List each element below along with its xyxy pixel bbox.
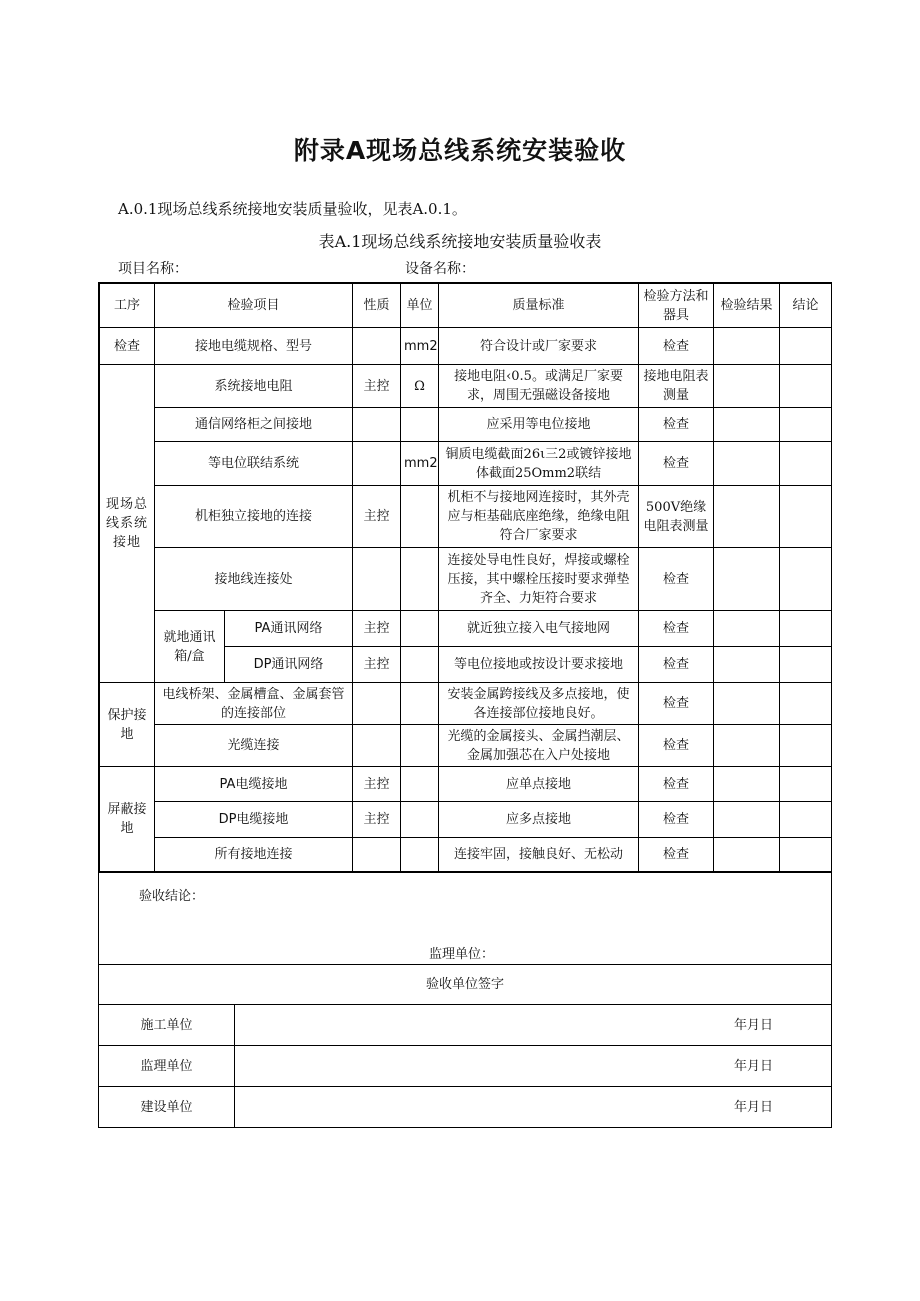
method-cell: 检查 (639, 683, 714, 725)
table-row (100, 442, 832, 486)
sign-row-owner[interactable] (99, 1086, 831, 1128)
unit-cell (401, 725, 439, 767)
sign-header: 验收单位签字 (99, 964, 831, 1005)
unit-cell (401, 647, 439, 683)
table-row (100, 802, 832, 838)
standard-cell: 连接牢固，接触良好、无松动 (439, 838, 639, 872)
group-shield-label: 屏蔽接地 (100, 767, 155, 872)
table-row (100, 683, 832, 725)
standard-cell: 就近独立接入电气接地网 (439, 611, 639, 647)
result-cell[interactable] (714, 408, 780, 442)
item-cell: PA电缆接地 (155, 767, 353, 802)
item-cell: 所有接地连接 (155, 838, 353, 872)
standard-cell: 应采用等电位接地 (439, 408, 639, 442)
standard-cell: 连接处导电性良好，焊接或螺栓压接，其中螺栓压接时要求弹垫齐全、力矩符合要求 (439, 548, 639, 611)
nature-cell (353, 548, 401, 611)
sign-unit-label: 建设单位 (99, 1087, 235, 1128)
item-cell: 系统接地电阻 (155, 365, 353, 408)
conclusion-cell[interactable] (780, 683, 832, 725)
method-cell: 检查 (639, 725, 714, 767)
conclusion-cell[interactable] (780, 365, 832, 408)
table-row (100, 838, 832, 872)
header-result: 检验结果 (714, 284, 780, 328)
nature-cell (353, 725, 401, 767)
item-cell: 通信网络柜之间接地 (155, 408, 353, 442)
header-method: 检验方法和器具 (639, 284, 714, 328)
sub-group-label: 就地通讯箱/盒 (155, 611, 225, 683)
standard-cell: 应单点接地 (439, 767, 639, 802)
item-cell: 光缆连接 (155, 725, 353, 767)
method-cell: 检查 (639, 611, 714, 647)
item-cell: 电线桥架、金属槽盒、金属套管的连接部位 (155, 683, 353, 725)
nature-cell (353, 328, 401, 365)
method-cell: 检查 (639, 548, 714, 611)
standard-cell: 等电位接地或按设计要求接地 (439, 647, 639, 683)
unit-cell (401, 408, 439, 442)
process-cell: 检查 (100, 328, 155, 365)
standard-cell: 铜质电缆截面26ι三2或镀锌接地体截面25Omm2联结 (439, 442, 639, 486)
standard-cell: 符合设计或厂家要求 (439, 328, 639, 365)
nature-cell: 主控 (353, 802, 401, 838)
conclusion-cell[interactable] (780, 611, 832, 647)
result-cell[interactable] (714, 548, 780, 611)
unit-cell (401, 683, 439, 725)
unit-cell: Ω (401, 365, 439, 408)
unit-cell (401, 838, 439, 872)
table-row (100, 365, 832, 408)
item-cell: DP通讯网络 (225, 647, 353, 683)
unit-cell (401, 548, 439, 611)
header-process: 工序 (100, 284, 155, 328)
method-cell: 检查 (639, 838, 714, 872)
method-cell: 检查 (639, 647, 714, 683)
method-cell: 接地电阻表测量 (639, 365, 714, 408)
group-protect-label: 保护接地 (100, 683, 155, 767)
sign-date-label: 年月日 (733, 1100, 773, 1115)
unit-cell: mm2 (401, 442, 439, 486)
result-cell[interactable] (714, 647, 780, 683)
standard-cell: 安装金属跨接线及多点接地，使各连接部位接地良好。 (439, 683, 639, 725)
result-cell[interactable] (714, 838, 780, 872)
supervisor-label: 监理单位： (429, 947, 495, 962)
sign-row-construction[interactable] (99, 1004, 831, 1046)
item-cell: 机柜独立接地的连接 (155, 486, 353, 548)
nature-cell: 主控 (353, 647, 401, 683)
table-row (100, 408, 832, 442)
unit-cell (401, 802, 439, 838)
conclusion-cell[interactable] (780, 408, 832, 442)
group-site-label: 现场总线系统接地 (100, 365, 155, 683)
result-cell[interactable] (714, 328, 780, 365)
table-row (100, 725, 832, 767)
nature-cell (353, 838, 401, 872)
method-cell: 检查 (639, 802, 714, 838)
conclusion-cell[interactable] (780, 767, 832, 802)
header-nature: 性质 (353, 284, 401, 328)
inspection-table (99, 283, 832, 872)
acceptance-conclusion-area[interactable] (99, 872, 831, 965)
result-cell[interactable] (714, 683, 780, 725)
conclusion-cell[interactable] (780, 548, 832, 611)
method-cell: 500V绝缘电阻表测量 (639, 486, 714, 548)
unit-cell (401, 486, 439, 548)
item-cell: 接地线连接处 (155, 548, 353, 611)
unit-cell (401, 767, 439, 802)
header-item: 检验项目 (155, 284, 353, 328)
table-caption: 表A.1现场总线系统接地安装质量验收表 (318, 232, 602, 251)
table-row (100, 486, 832, 548)
standard-cell: 接地电阻‹0.5。或满足厂家要求，周围无强磁设备接地 (439, 365, 639, 408)
unit-cell: mm2 (401, 328, 439, 365)
result-cell[interactable] (714, 725, 780, 767)
nature-cell: 主控 (353, 767, 401, 802)
conclusion-cell[interactable] (780, 486, 832, 548)
nature-cell: 主控 (353, 611, 401, 647)
sign-row-supervision[interactable] (99, 1045, 831, 1087)
unit-cell (401, 611, 439, 647)
table-row (100, 767, 832, 802)
nature-cell (353, 442, 401, 486)
nature-cell (353, 408, 401, 442)
standard-cell: 光缆的金属接头、金属挡潮层、金属加强芯在入户处接地 (439, 725, 639, 767)
conclusion-cell[interactable] (780, 442, 832, 486)
table-row (100, 328, 832, 365)
item-cell: DP电缆接地 (155, 802, 353, 838)
result-cell[interactable] (714, 365, 780, 408)
header-unit: 单位 (401, 284, 439, 328)
result-cell[interactable] (714, 611, 780, 647)
method-cell: 检查 (639, 442, 714, 486)
result-cell[interactable] (714, 486, 780, 548)
sign-date-label: 年月日 (733, 1059, 773, 1074)
item-cell: 接地电缆规格、型号 (155, 328, 353, 365)
sign-unit-label: 施工单位 (99, 1005, 235, 1046)
standard-cell: 应多点接地 (439, 802, 639, 838)
result-cell[interactable] (714, 802, 780, 838)
sign-date-label: 年月日 (733, 1018, 773, 1033)
acceptance-sheet (98, 282, 832, 1128)
nature-cell: 主控 (353, 365, 401, 408)
sign-unit-label: 监理单位 (99, 1046, 235, 1087)
conclusion-cell[interactable] (780, 802, 832, 838)
item-cell: 等电位联结系统 (155, 442, 353, 486)
table-row (100, 611, 832, 647)
result-cell[interactable] (714, 442, 780, 486)
header-standard: 质量标准 (439, 284, 639, 328)
conclusion-cell[interactable] (780, 647, 832, 683)
page-title: 附录A现场总线系统安装验收 (293, 136, 627, 165)
method-cell: 检查 (639, 328, 714, 365)
table-row (100, 548, 832, 611)
nature-cell (353, 683, 401, 725)
method-cell: 检查 (639, 767, 714, 802)
result-cell[interactable] (714, 767, 780, 802)
conclusion-label: 验收结论： (139, 889, 205, 904)
header-conclusion: 结论 (780, 284, 832, 328)
header-row (100, 284, 832, 328)
nature-cell: 主控 (353, 486, 401, 548)
item-cell: PA通讯网络 (225, 611, 353, 647)
intro-text: A.0.1现场总线系统接地安装质量验收，见表A.0.1。 (118, 200, 467, 218)
project-name-label: 项目名称： (118, 261, 188, 277)
conclusion-cell[interactable] (780, 328, 832, 365)
conclusion-cell[interactable] (780, 725, 832, 767)
equipment-name-label: 设备名称： (405, 261, 475, 277)
conclusion-cell[interactable] (780, 838, 832, 872)
method-cell: 检查 (639, 408, 714, 442)
standard-cell: 机柜不与接地网连接时，其外壳应与柜基础底座绝缘，绝缘电阻符合厂家要求 (439, 486, 639, 548)
